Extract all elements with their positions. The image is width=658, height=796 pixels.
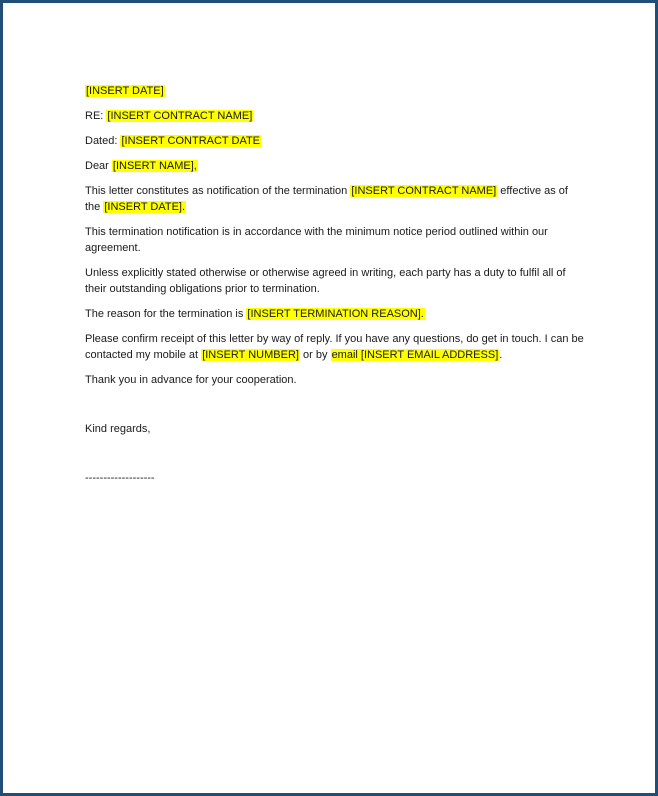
p5-text-end: . [499, 349, 503, 361]
paragraph-reason [85, 306, 585, 322]
letter-date-line [85, 83, 585, 99]
dated-placeholder: [INSERT CONTRACT DATE [121, 135, 261, 147]
p5-text-mid: or by [303, 349, 328, 361]
salutation-text: Dear [85, 160, 109, 172]
email-placeholder: email [INSERT EMAIL ADDRESS] [331, 349, 499, 361]
letter-body [85, 83, 585, 486]
number-placeholder: [INSERT NUMBER] [202, 349, 299, 361]
p1-contract-placeholder: [INSERT CONTRACT NAME] [351, 185, 497, 197]
paragraph-obligations: Unless explicitly stated otherwise or otherwise agreed in writing, each party has a duty to fulfil all of their outstanding obligations prior to termination. [85, 267, 566, 295]
p5-text-start: Please confirm receipt of this letter by way of reply. If you have any questions, do get in touch. I can be contacted my mobile at [85, 333, 584, 361]
closing-line: Kind regards, [85, 423, 151, 435]
signature-line: ------------------- [85, 472, 155, 484]
paragraph-notice-period: This termination notification is in accordance with the minimum notice period outlined within our agreement. [85, 226, 548, 254]
p1-date-placeholder: [INSERT DATE]. [104, 201, 186, 213]
paragraph-notification [85, 183, 585, 215]
salutation-line [85, 158, 585, 174]
p1-text-start: This letter constitutes as notification of the termination [85, 185, 348, 197]
re-label: RE: [85, 110, 104, 122]
dated-line [85, 133, 585, 149]
salutation-name-placeholder: [INSERT NAME], [112, 160, 197, 172]
date-placeholder: [INSERT DATE] [86, 85, 164, 97]
re-contract-placeholder: [INSERT CONTRACT NAME] [107, 110, 253, 122]
p4-text-start: The reason for the termination is [85, 308, 244, 320]
paragraph-thanks: Thank you in advance for your cooperation. [85, 374, 297, 386]
paragraph-contact [85, 331, 585, 363]
dated-label: Dated: [85, 135, 118, 147]
termination-reason-placeholder: [INSERT TERMINATION REASON]. [247, 308, 424, 320]
p1-text-mid: effective as of the [85, 185, 568, 213]
re-line [85, 108, 585, 124]
